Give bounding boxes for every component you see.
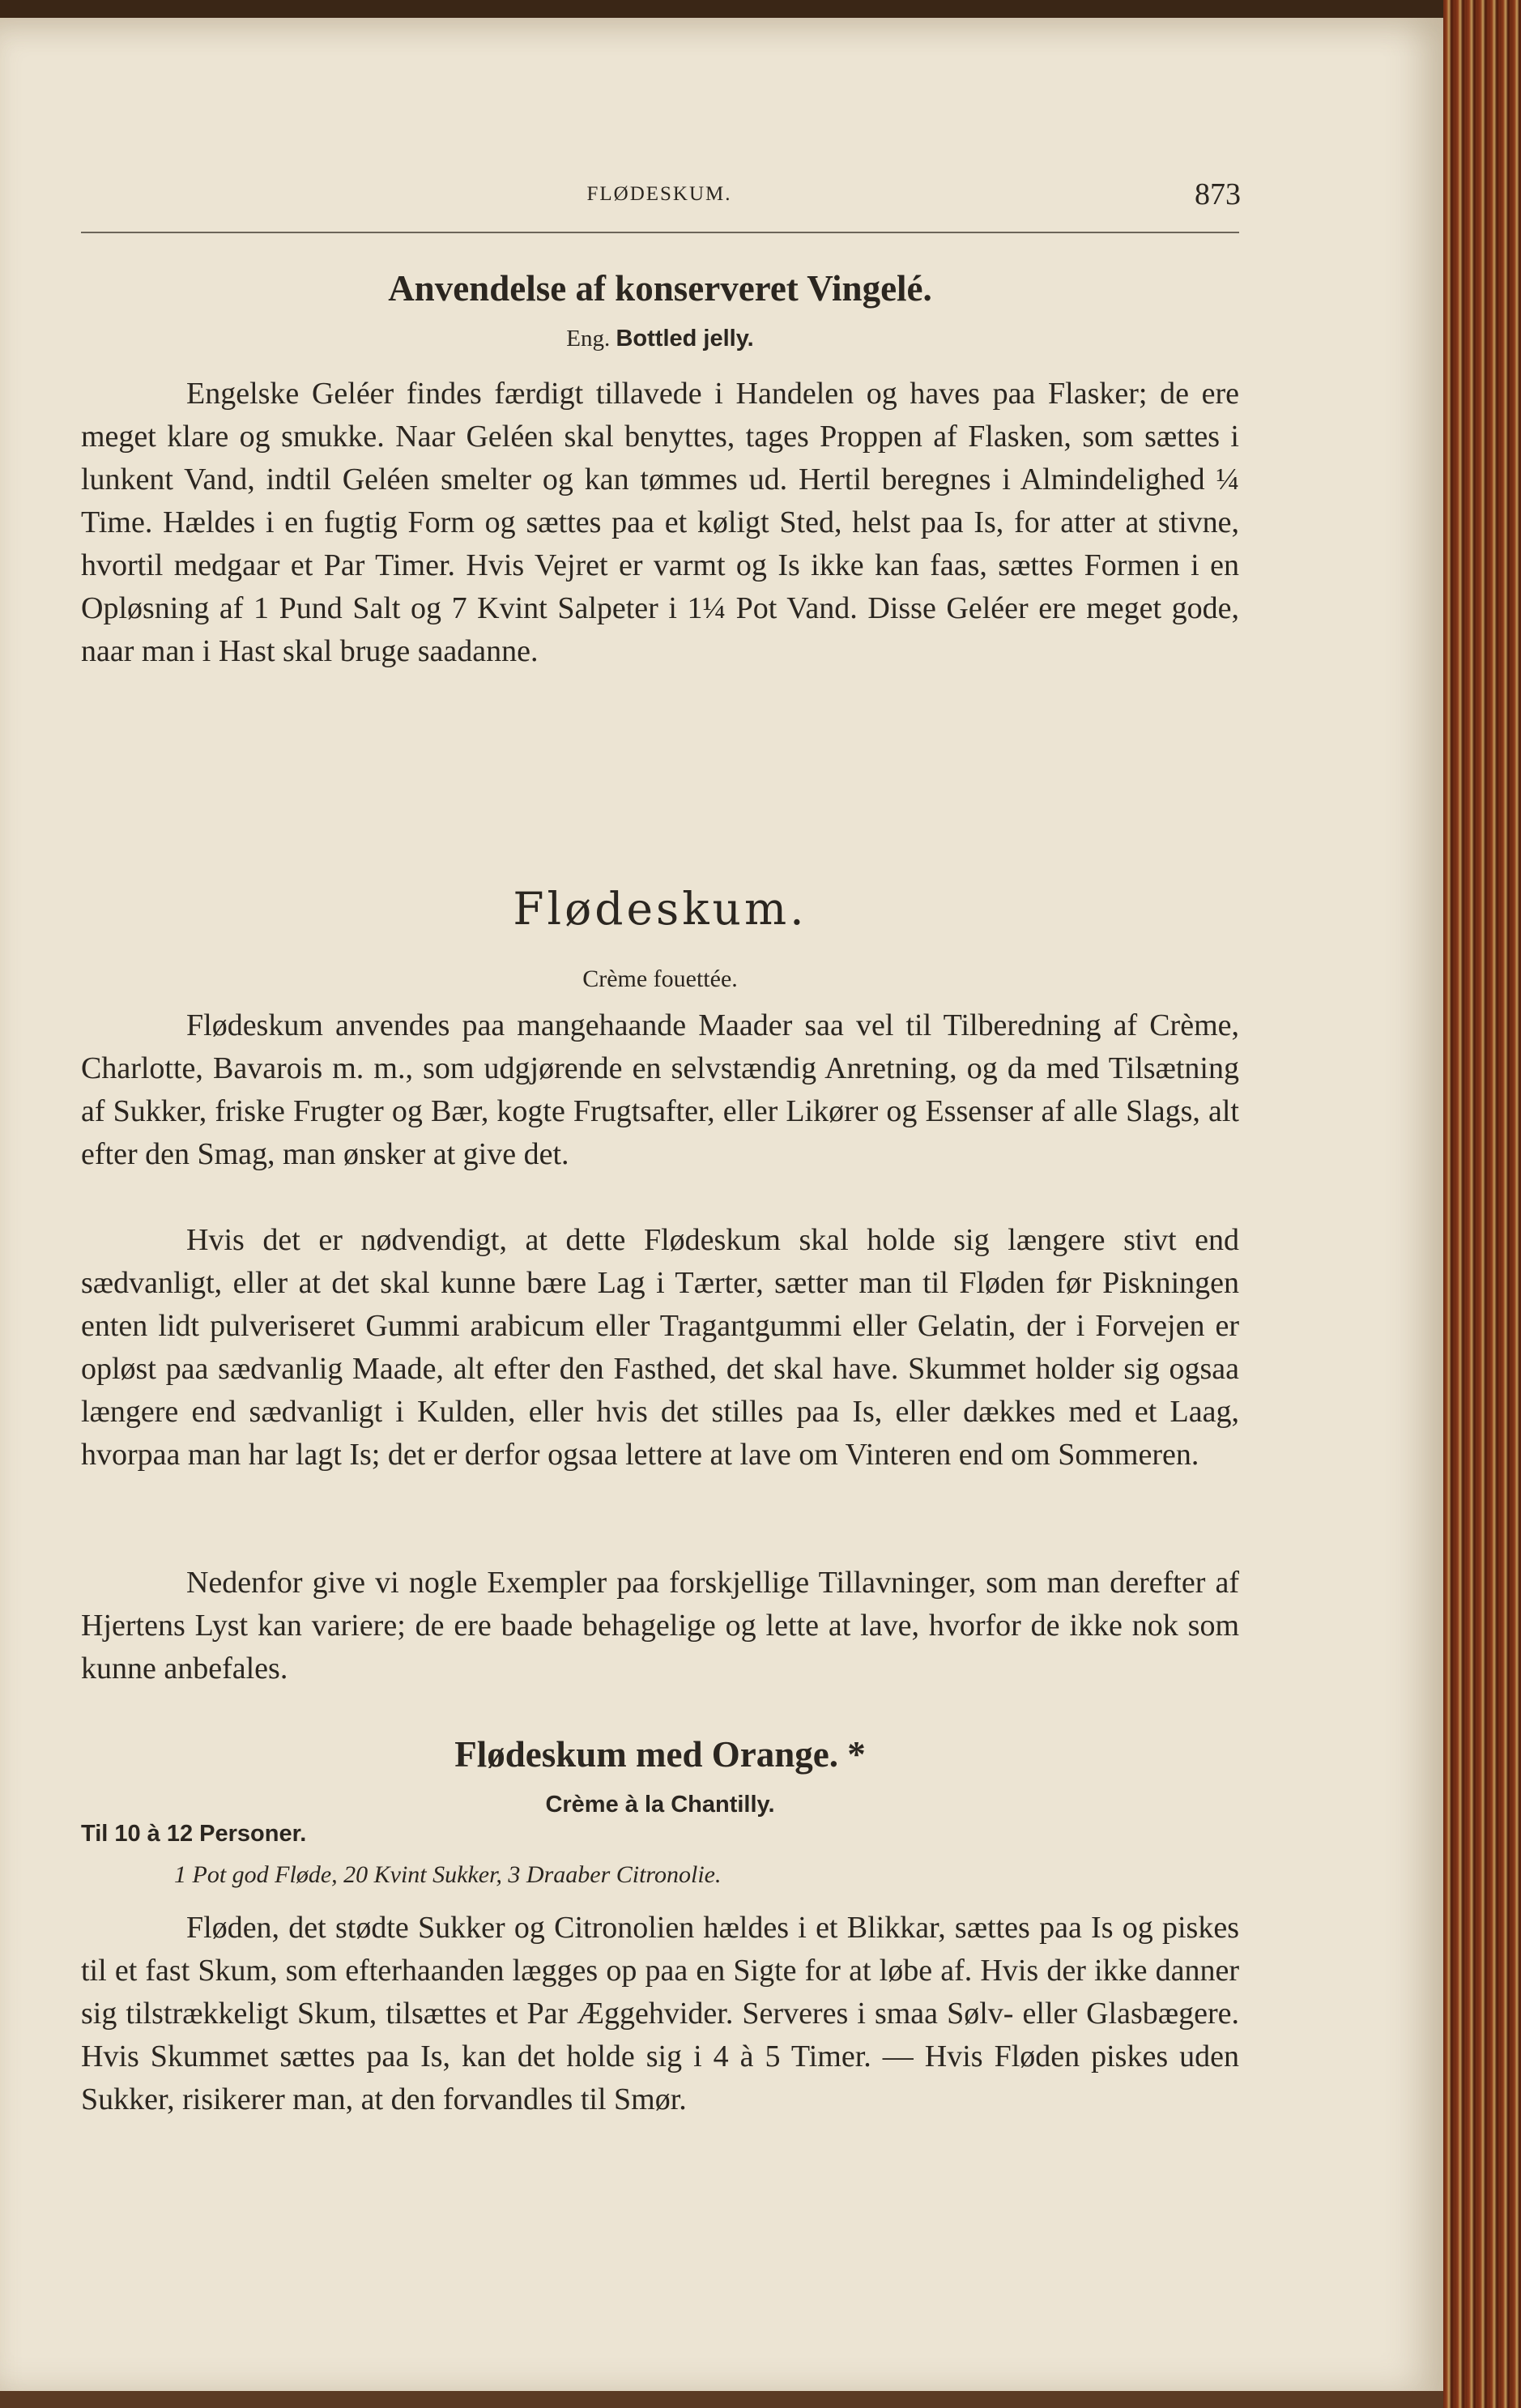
header-rule — [81, 232, 1239, 233]
page-bottom-edge — [0, 2391, 1443, 2408]
section-subtitle-vingele — [81, 326, 1239, 352]
section-title-orange: Flødeskum med Orange. * — [454, 1734, 866, 1775]
running-head-title: FLØDESKUM. — [586, 183, 732, 205]
paragraph-flodeskum-1: Flødeskum anvendes paa mangehaande Maader saa vel til Tilberedning af Crème, Charlotte, Bavarois m. m., som udgjørende en selvstændig Anretning, og da med Tilsætning af Sukker, friske Frugter og Bær, kogte Frugtsafter, eller Likører og Essenser af alle Slags, alt efter den Smag, man ønsker at give det. — [81, 1008, 1239, 1171]
paragraph-vingele: Engelske Geléer findes færdigt tillavede i Handelen og haves paa Flasker; de ere meget klare og smukke. Naar Geléen skal benyttes, tages Proppen af Flasken, som sættes i lunkent Vand, indtil Geléen smelter og kan tømmes ud. Hertil beregnes i Almindelighed ¼ Time. Hældes i en fugtig Form og sættes paa et køligt Sted, helst paa Is, for atter at stivne, hvortil medgaar et Par Timer. Hvis Vejret er varmt og Is ikke kan faas, sættes Formen i en Opløsning af 1 Pund Salt og 7 Kvint Salpeter i 1¼ Pot Vand. Disse Geléer ere meget gode, naar man i Hast skal bruge saadanne. — [81, 377, 1239, 668]
servings-line: Til 10 à 12 Personer. — [81, 1821, 307, 1847]
subtitle-main: Bottled jelly. — [616, 326, 754, 352]
paragraph-flodeskum-2: Hvis det er nødvendigt, at dette Flødeskum skal holde sig længere stivt end sædvanligt, eller at det skal kunne bære Lag i Tærter, sætter man til Fløden før Piskningen enten lidt pulveriseret Gummi arabicum eller Tragantgummi eller Gelatin, der i Forvejen er opløst paa sædvanlig Maade, alt efter den Fasthed, det skal have. Skummet holder sig ogsaa længere end sædvanligt i Kulden, eller hvis det stilles paa Is, eller dækkes med et Laag, hvorpaa man har lagt Is; det er derfor ogsaa lettere at lave om Vinteren end om Sommeren. — [81, 1223, 1239, 1472]
section-subtitle-flodeskum: Crème fouettée. — [582, 965, 738, 992]
book-binding — [1443, 0, 1521, 2408]
ingredients-line: 1 Pot god Fløde, 20 Kvint Sukker, 3 Draaber Citronolie. — [174, 1861, 722, 1888]
page-top-edge — [0, 0, 1443, 18]
page-number: 873 — [1195, 177, 1241, 211]
section-title-vingele: Anvendelse af konserveret Vingelé. — [388, 268, 932, 309]
paragraph-orange: Fløden, det stødte Sukker og Citronolien hældes i et Blikkar, sættes paa Is og piskes til et fast Skum, som efterhaanden lægges op paa en Sigte for at løbe af. Hvis der ikke danner sig tilstrækkeligt Skum, tilsættes et Par Æggehvider. Serveres i smaa Sølv- eller Glasbægere. Hvis Skummet sættes paa Is, kan det holde sig i 4 à 5 Timer. — Hvis Fløden piskes uden Sukker, risikerer man, at den forvandles til Smør. — [81, 1911, 1239, 2116]
paragraph-flodeskum-3: Nedenfor give vi nogle Exempler paa forskjellige Tillavninger, som man derefter af Hjertens Lyst kan variere; de ere baade behagelige og lette at lave, hvorfor de ikke nok som kunne anbefales. — [81, 1566, 1239, 1686]
running-head — [78, 177, 1241, 217]
section-title-flodeskum: Flødeskum. — [513, 883, 807, 935]
subtitle-prefix: Eng. — [566, 326, 611, 352]
section-subtitle-orange: Crème à la Chantilly. — [545, 1792, 775, 1818]
